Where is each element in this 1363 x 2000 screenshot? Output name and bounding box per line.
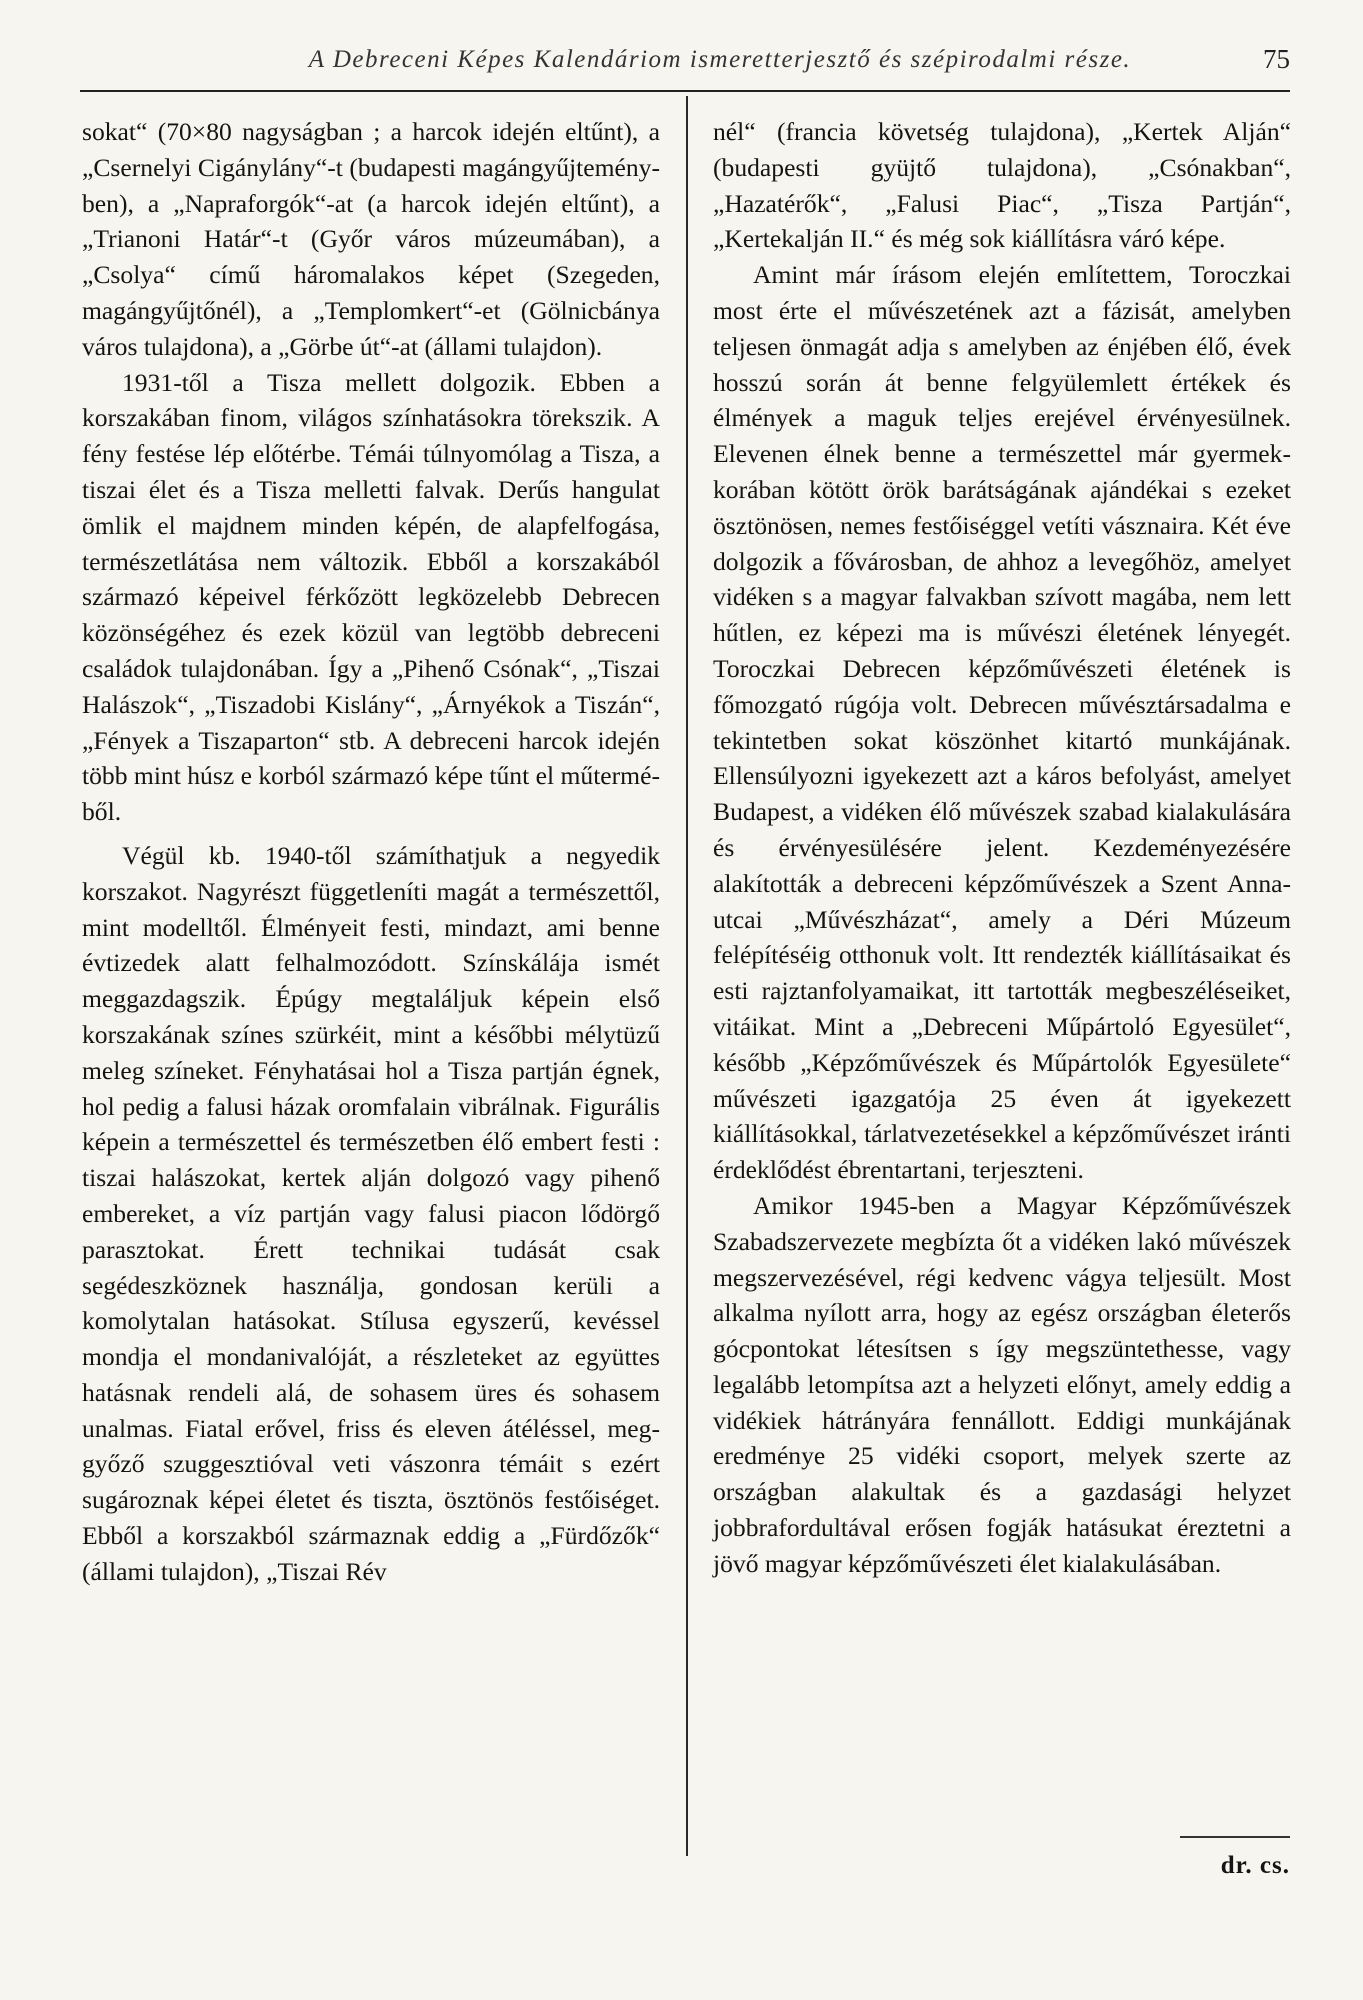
paragraph: 1931-től a Tisza mellett dolgozik. Ebben a korszakában finom, világos színhatásokra törekszik. A fény festése lép előtérbe. Témái túlnyomólag a Tisza, a tiszai élet és a Tisza melletti falvak. Derűs hangulat ömlik el majdnem minden képén, de alapfelfogása, természetlátása nem változik. Ebből a korszakából származó képeivel férkőzött legközelebb Debrecen közönségéhez és ezek közül van legtöbb debreceni családok tulajdonában. Így a „Pihenő Csónak“, „Tiszai Halászok“, „Tiszadobi Kislány“, „Árnyékok a Tiszán“, „Fények a Tiszaparton“ stb. A debreceni harcok idején több mint húsz e korból származó képe tűnt el műterméből. — [82, 367, 660, 827]
paragraph: nél“ (francia követség tulajdona), „Kertek Alján“ (budapesti gyüjtő tulajdona), „Csónakban“, „Hazatérők“, „Falusi Piac“, „Tisza Partján“, „Kertekalján II.“ és még sok kiállításra váró képe. — [713, 117, 1291, 254]
running-title: A Debreceni Képes Kalendáriom ismeretterjesztő és szépirodalmi része. — [308, 46, 1132, 73]
page-number: 75 — [1263, 44, 1290, 74]
left-column — [82, 114, 660, 1590]
end-rule — [1180, 1836, 1290, 1838]
author-signature: dr. cs. — [1220, 1852, 1290, 1879]
paragraph: sokat“ (70×80 nagyságban ; a harcok idején eltűnt), a „Csernelyi Cigánylány“-t (budapesti magángyűjteményben), a „Napraforgók“-at (a harcok idején eltűnt), a „Trianoni Határ“-t (Győr város múzeumában), a „Csolya“ című háromalakos képet (Szegeden, magángyűjtőnél), a „Templomkert“-et (Gölnicbánya város tulajdona), a „Görbe út“-at (állami tulajdon). — [82, 117, 660, 361]
right-column — [713, 114, 1291, 1582]
page-header — [80, 40, 1290, 92]
paragraph: Amint már írásom elején említettem, Toroczkai most érte el művészetének azt a fázisát, amelyben teljesen önmagát adja s amelyben az énjében élő, évek hosszú során át benne felgyülemlett értékek és élmények a maguk teljes erejével érvényesülnek. Elevenen élnek benne a természettel már gyermekkorában kötött örök barátságának ajándékai s ezeket ösztönösen, nemes festőiséggel vetíti vásznaira. Két éve dolgozik a fővárosban, de ahhoz a levegőhöz, amelyet vidéken s a magyar falvakban szívott magába, nem lett hűtlen, ez képezi ma is művészi életének lényegét. Toroczkai Debrecen képzőművészeti életének is főmozgató rúgója volt. Debrecen művésztársadalma e tekintetben sokat köszönhet kitartó munkájának. Ellensúlyozni igyekezett azt a káros befolyást, amelyet Budapest, a vidéken élő művészek szabad kialakulására és érvényesülésére jelent. Kezdeményezésére alakították a debreceni képzőművészek a Szent Anna-utcai „Művészházat“, amely a Déri Múzeum felépítéséig otthonuk volt. Itt rendezték kiállításaikat és esti rajztanfolyamaikat, itt tartották megbeszéléseiket, vitáikat. Mint a „Debreceni Műpártoló Egyesület“, később „Képzőművészek és Műpártolók Egyesülete“ művészeti igazgatója 25 éven át igyekezett kiállításokkal, tárlatvezetésekkel a képzőművészet iránti érdeklődést ébrentartani, terjeszteni. — [713, 260, 1291, 1185]
column-divider — [686, 96, 688, 1856]
paragraph: Amikor 1945-ben a Magyar Képzőművészek Szabadszervezete megbízta őt a vidéken lakó művészek megszervezésével, régi kedvenc vágya teljesült. Most alkalma nyílott arra, hogy az egész országban életerős gócpontokat létesítsen s így megszüntethesse, vagy legalább letompítsa azt a helyzeti előnyt, amely eddig a vidékiek hátrányára fennállott. Eddigi munkájának eredménye 25 vidéki csoport, melyek szerte az országban alakultak és a gazdasági helyzet jobbrafordultával erősen fogják hatásukat éreztetni a jövő magyar képzőművészeti élet kialakulásában. — [713, 1190, 1291, 1578]
paragraph: Végül kb. 1940-től számíthatjuk a negyedik korszakot. Nagyrészt függetleníti magát a természettől, mint modelltől. Élményeit festi, mindazt, ami benne évtizedek alatt felhalmozódott. Színskálája ismét meggazdagszik. Épúgy megtaláljuk képein első korszakának színes szürkéit, mint a későbbi mélytüzű meleg színeket. Fényhatásai hol a Tisza partján égnek, hol pedig a falusi házak oromfalain vibrálnak. Figurális képein a természettel és természetben élő embert festi : tiszai halászokat, kertek alján dolgozó vagy pihenő embereket, a víz partján vagy falusi piacon lődörgő parasztokat. Érett technikai tudását csak segédeszköznek használja, gondosan kerüli a komolytalan hatásokat. Stílusa egyszerű, kevéssel mondja el mondanivalóját, a részleteket az együttes hatásnak rendeli alá, de sohasem üres és sohasem unalmas. Fiatal erővel, friss és eleven átéléssel, meggyőző szuggesztióval veti vászonra témáit s ezért sugároznak képei életet és tiszta, ösztönös festőiséget. Ebből a korszakból származnak eddig a „Fürdőzők“ (állami tulajdon), „Tiszai Rév — [82, 840, 660, 1586]
